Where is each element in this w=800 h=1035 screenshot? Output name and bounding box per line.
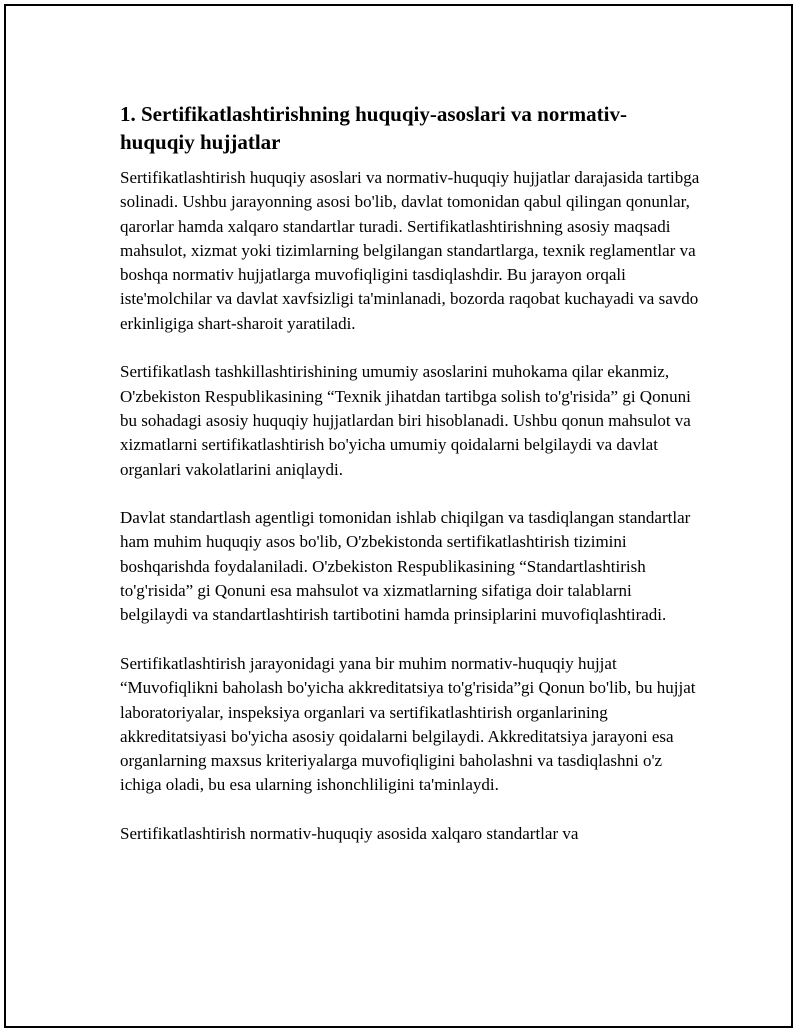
- document-page: [4, 4, 793, 1028]
- paragraph-standardization-law: Davlat standartlash agentligi tomonidan ishlab chiqilgan va tasdiqlangan standartlar ham muhim huquqiy asos bo'lib, O'zbekistonda sertifikatlashtirish tizimini boshqarishda foydalaniladi. O'zbekiston Respublikasining “Standartlashtirish to'g'risida” gi Qonuni esa mahsulot va xizmatlarning sifatiga doir talablarni belgilaydi va standartlashtirish tartibotini hamda prinsiplarini muvofiqlashtiradi.: [120, 508, 691, 625]
- section-heading: 1. Sertifikatlashtirishning huquqiy-asoslari va normativ-huquqiy hujjatlar: [120, 102, 627, 154]
- paragraph-international-standards: Sertifikatlashtirish normativ-huquqiy asosida xalqaro standartlar va: [120, 824, 579, 844]
- paragraph-accreditation-law: Sertifikatlashtirish jarayonidagi yana bir muhim normativ-huquqiy hujjat “Muvofiqlikni baholash bo'yicha akkreditatsiya to'g'risida”gi Qonun bo'lib, bu hujjat laboratoriyalar, inspeksiya organlari va sertifikatlashtirish organlarining akkreditatsiyasi bo'yicha asosiy qoidalarni belgilaydi. Akkreditatsiya jarayoni esa organlarning maxsus kriteriyalarga muvofiqligini baholashni va tasdiqlashni o'z ichiga oladi, bu esa ularning ishonchliligini ta'minlaydi.: [120, 653, 696, 795]
- paragraph-technical-regulation-law: Sertifikatlash tashkillashtirishining umumiy asoslarini muhokama qilar ekanmiz, O'zbekiston Respublikasining “Texnik jihatdan tartibga solish to'g'risida” gi Qonuni bu sohadagi asosiy huquqiy hujjatlardan biri hisoblanadi. Ushbu qonun mahsulot va xizmatlarni sertifikatlashtirish bo'yicha umumiy qoidalarni belgilaydi va davlat organlari vakolatlarini aniqlaydi.: [120, 362, 691, 479]
- paragraph-legal-basis: Sertifikatlashtirish huquqiy asoslari va normativ-huquqiy hujjatlar darajasida tartibga solinadi. Ushbu jarayonning asosi bo'lib, davlat tomonidan qabul qilingan qonunlar, qarorlar hamda xalqaro standartlar turadi. Sertifikatlashtirishning asosiy maqsadi mahsulot, xizmat yoki tizimlarning belgilangan standartlarga, texnik reglamentlar va boshqa normativ hujjatlarga muvofiqligini tasdiqlashdir. Bu jarayon orqali iste'molchilar va davlat xavfsizligi ta'minlanadi, bozorda raqobat kuchayadi va savdo erkinligiga shart-sharoit yaratiladi.: [120, 168, 700, 333]
- document-content: [120, 100, 700, 871]
